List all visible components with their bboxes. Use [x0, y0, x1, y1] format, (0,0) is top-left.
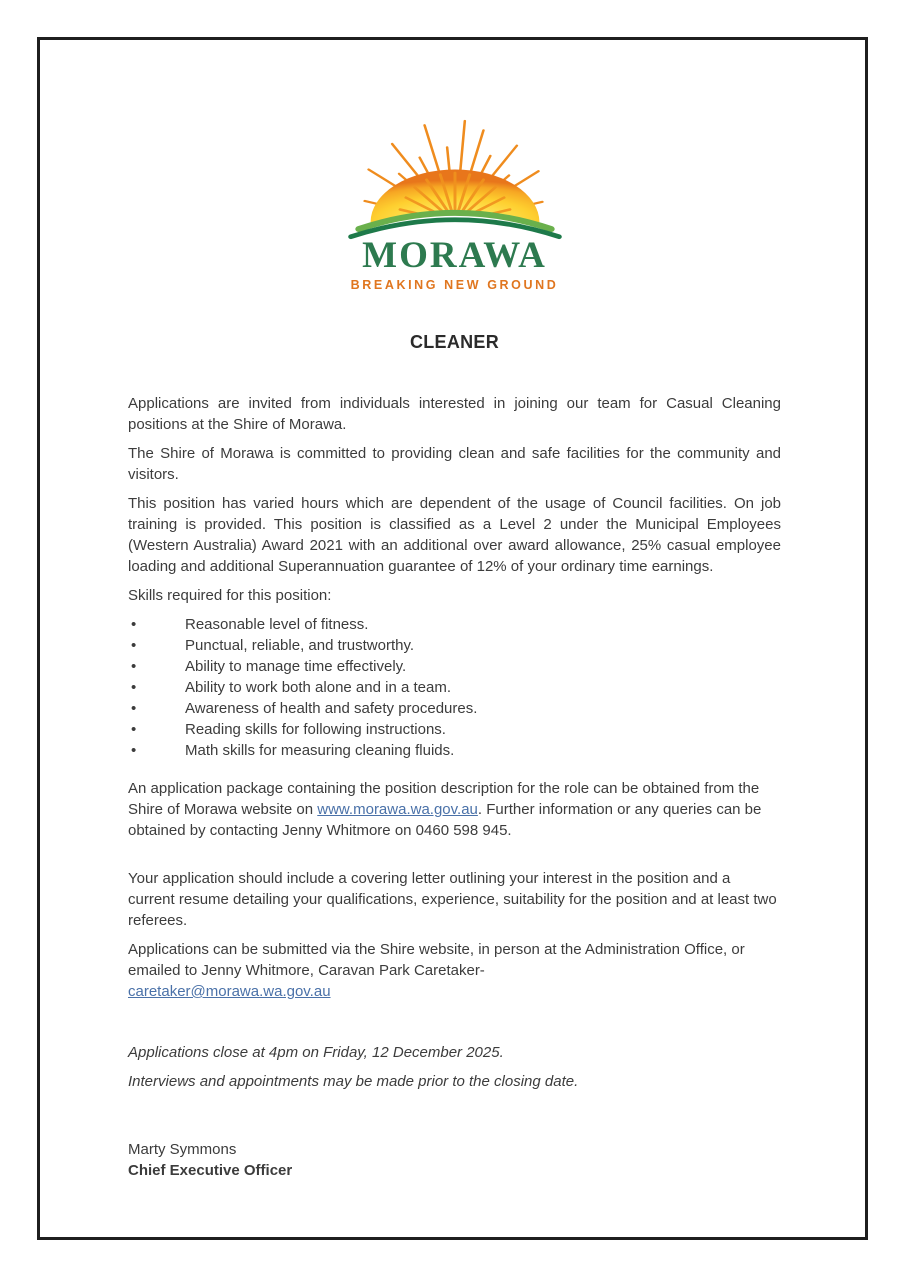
paragraph-application-package [128, 778, 781, 841]
closing-deadline: Applications close at 4pm on Friday, 12 December 2025. [128, 1044, 504, 1061]
email-link[interactable]: caretaker@morawa.wa.gov.au [128, 983, 331, 1000]
paragraph-position-details: This position has varied hours which are dependent of the usage of Council facilities. On job training is provided. This position is classified as a Level 2 under the Municipal Employees (Western Australia) Award 2021 with an additional over award allowance, 25% casual employee loading and additional Superannuation guarantee of 12% of your ordinary time earnings. [128, 495, 781, 575]
document-content [128, 37, 781, 1181]
skills-list-item: • Ability to work both alone and in a team. [128, 677, 781, 698]
paragraph-submission [128, 939, 781, 1002]
page-title: CLEANER [409, 332, 500, 352]
logo-name: MORAWA [362, 235, 547, 276]
skills-list-item: • Awareness of health and safety procedures. [128, 698, 781, 719]
logo-tagline: BREAKING NEW GROUND [350, 278, 559, 292]
submission-text: Applications can be submitted via the Shire website, in person at the Administration Office, or emailed to Jenny Whitmore, Caravan Park Caretaker- [128, 941, 745, 979]
closing-note: Interviews and appointments may be made prior to the closing date. [128, 1073, 579, 1090]
signature-block [128, 1139, 781, 1181]
signature-name: Marty Symmons [128, 1141, 237, 1158]
paragraph-application-contents: Your application should include a covering letter outlining your interest in the position and a current resume detailing your qualifications, experience, suitability for the position and at least two referees. [128, 870, 777, 929]
website-link[interactable]: www.morawa.wa.gov.au [317, 801, 478, 818]
skills-list-item: • Reasonable level of fitness. [128, 614, 781, 635]
shire-of-morawa-logo [128, 115, 781, 293]
paragraph-intro: Applications are invited from individuals interested in joining our team for Casual Cleaning positions at the Shire of Morawa. [128, 395, 781, 433]
skills-list-item: • Punctual, reliable, and trustworthy. [128, 635, 781, 656]
paragraph-commitment: The Shire of Morawa is committed to providing clean and safe facilities for the community and visitors. [128, 445, 781, 483]
skills-list-item: • Ability to manage time effectively. [128, 656, 781, 677]
signature-role: Chief Executive Officer [128, 1162, 293, 1179]
skills-list [128, 614, 781, 761]
skills-list-item: • Reading skills for following instructions. [128, 719, 781, 740]
skills-list-item: • Math skills for measuring cleaning fluids. [128, 740, 781, 761]
package-text-before: An application package containing the position description for the role can be obtained from the Shire of Morawa website on [128, 780, 760, 818]
sunrise-logo-icon [128, 115, 781, 241]
skills-heading: Skills required for this position: [128, 587, 332, 604]
package-text-after: . Further information or any queries can be obtained by contacting Jenny Whitmore on 0460 598 945. [128, 801, 762, 839]
